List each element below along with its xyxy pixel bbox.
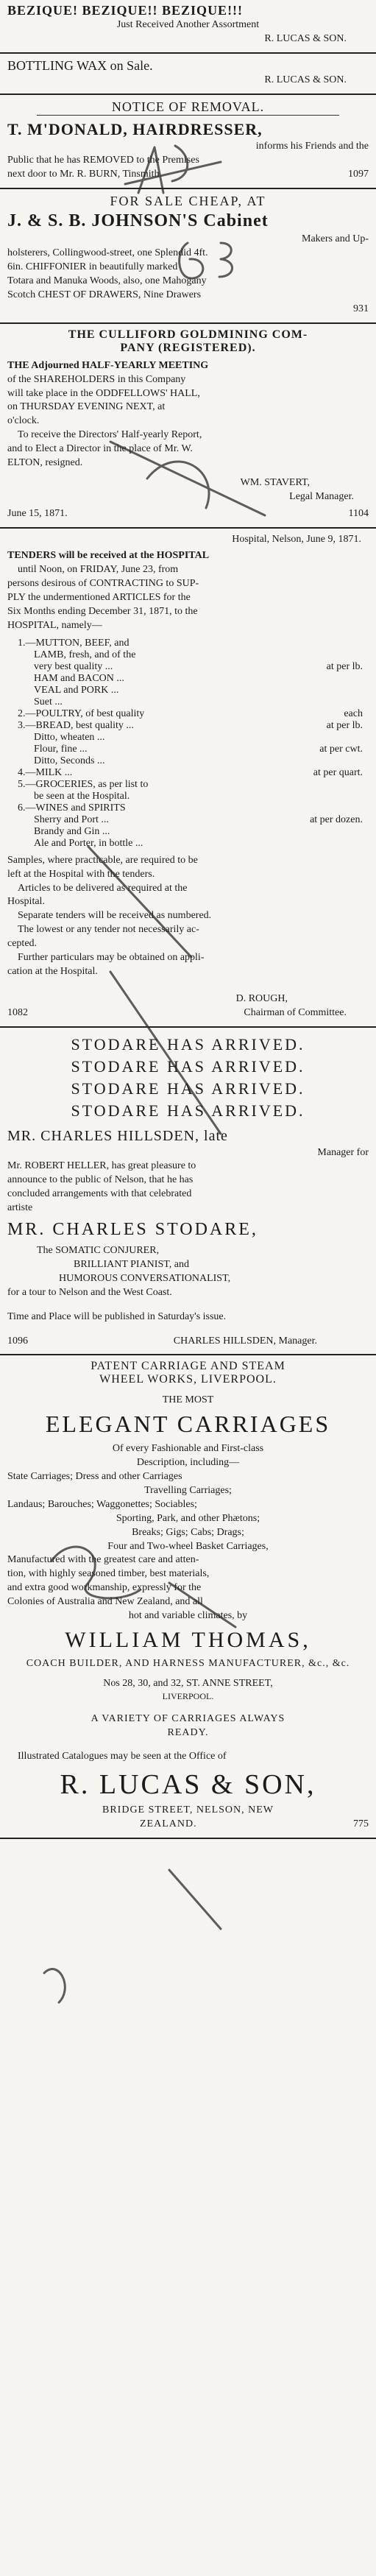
carriage-desc-line: Travelling Carriages;	[144, 1484, 232, 1496]
hospital-closing-line: Separate tenders will be received as numbered.	[18, 910, 212, 922]
stodare-desc-line: HUMOROUS CONVERSATIONALIST,	[59, 1272, 231, 1284]
item-label: 2.—POULTRY, of best quality	[18, 707, 145, 719]
stodare-intro-line: artiste	[7, 1202, 33, 1214]
hospital-closing-line: cepted.	[7, 938, 38, 950]
carriage-number: 775	[353, 1818, 369, 1830]
stodare-intro-line: MR. CHARLES HILLSDEN, late	[7, 1127, 228, 1144]
ad-bottling-wax	[0, 54, 376, 95]
culliford-line: ELTON, resigned.	[7, 457, 83, 468]
carriage-elegant: ELEGANT CARRIAGES	[45, 1411, 331, 1438]
culliford-line: and to Elect a Director in the place of Mr. W.	[7, 443, 193, 455]
carriage-agent-address: ZEALAND.	[140, 1818, 197, 1830]
stodare-headline: STODARE HAS ARRIVED.	[71, 1034, 305, 1054]
culliford-role: Legal Manager.	[289, 490, 354, 502]
ad-carriage	[0, 1355, 376, 1839]
hospital-closing-line: Articles to be delivered as required at the	[18, 882, 188, 894]
stodare-desc-line: The SOMATIC CONJURER,	[37, 1245, 160, 1257]
hospital-item	[18, 779, 363, 791]
item-label: Suet ...	[34, 696, 63, 707]
hospital-footer	[7, 1006, 369, 1020]
hospital-item	[18, 838, 363, 850]
hospital-item	[18, 720, 363, 732]
for-sale-line: J. & S. B. JOHNSON'S Cabinet	[7, 211, 269, 231]
hospital-item	[18, 755, 363, 767]
culliford-signature: WM. STAVERT,	[240, 476, 310, 488]
pencil-mark-conjurer	[44, 1870, 221, 2002]
culliford-body	[7, 359, 369, 521]
bezique-signature: R. LUCAS & SON.	[264, 32, 347, 44]
culliford-line: on THURSDAY EVENING NEXT, at	[7, 401, 166, 413]
hospital-item	[18, 661, 363, 673]
hospital-closing-line: Samples, where practicable, are required to be	[7, 854, 198, 866]
carriage-desc-line: Four and Two-wheel Basket Carriages,	[107, 1540, 269, 1552]
stodare-desc-line: for a tour to Nelson and the West Coast.	[7, 1286, 172, 1298]
item-label: very best quality ...	[34, 660, 113, 672]
removal-number: 1097	[348, 169, 369, 180]
stodare-desc-line: BRILLIANT PIANIST, and	[74, 1258, 189, 1270]
item-price: at per lb.	[326, 660, 363, 672]
carriage-agent-address: BRIDGE STREET, NELSON, NEW	[102, 1804, 274, 1816]
culliford-line: To receive the Directors' Half-yearly Report,	[18, 429, 202, 441]
carriage-the-most: THE MOST	[162, 1394, 214, 1406]
item-label: be seen at the Hospital.	[34, 790, 130, 802]
for-sale-line: holsterers, Collingwood-street, one Splendid 4ft.	[7, 247, 208, 259]
carriage-title: PATENT CARRIAGE AND STEAM	[91, 1360, 285, 1373]
hospital-intro-line: persons desirous of CONTRACTING to SUP-	[7, 578, 199, 590]
for-sale-line: Totara and Manuka Woods, also, one Mahogany	[7, 275, 207, 287]
stodare-time-place: Time and Place will be published in Saturday's issue.	[7, 1310, 227, 1322]
carriage-desc-line: hot and variable climates, by	[128, 1609, 248, 1621]
carriage-address: Nos 28, 30, and 32, ST. ANNE STREET,	[103, 1677, 273, 1689]
carriage-agent: R. LUCAS & SON,	[60, 1769, 316, 1801]
culliford-footer	[7, 507, 369, 521]
carriage-desc-line: Description, including—	[136, 1457, 240, 1469]
stodare-number: 1096	[7, 1335, 28, 1347]
hospital-signature: D. ROUGH,	[235, 992, 288, 1004]
carriage-variety: A VARIETY OF CARRIAGES ALWAYS	[91, 1712, 285, 1724]
hospital-item	[18, 767, 363, 779]
hospital-role: Chairman of Committee.	[244, 1006, 347, 1018]
item-label: LAMB, fresh, and of the	[34, 649, 136, 660]
item-label: Flour, fine ...	[34, 743, 88, 755]
carriage-desc	[7, 1442, 369, 1623]
stodare-headline: STODARE HAS ARRIVED.	[71, 1056, 305, 1076]
item-label: 1.—MUTTON, BEEF, and	[18, 637, 130, 649]
stodare-name: MR. CHARLES STODARE,	[7, 1220, 258, 1240]
hospital-item	[18, 673, 363, 685]
carriage-variety: READY.	[167, 1726, 209, 1738]
hospital-item	[18, 685, 363, 696]
hospital-intro	[7, 549, 369, 632]
for-sale-line: Scotch CHEST OF DRAWERS, Nine Drawers	[7, 289, 202, 300]
item-label: 5.—GROCERIES, as per list to	[18, 778, 149, 790]
hospital-item	[18, 732, 363, 744]
stodare-intro-line: Manager for	[317, 1146, 369, 1158]
item-price: at per cwt.	[319, 743, 363, 755]
item-price: at per quart.	[313, 766, 363, 778]
culliford-number: 1104	[348, 507, 369, 519]
carriage-trade: COACH BUILDER, AND HARNESS MANUFACTURER, &c., &c.	[26, 1657, 350, 1669]
removal-line: informs his Friends and the	[255, 141, 369, 152]
hospital-closing	[7, 854, 369, 1020]
culliford-date: June 15, 1871.	[7, 507, 68, 519]
carriage-catalogue: Illustrated Catalogues may be seen at the Office of	[18, 1751, 227, 1762]
hospital-intro-line: HOSPITAL, namely—	[7, 619, 102, 631]
culliford-line: will take place in the ODDFELLOWS' HALL,	[7, 387, 200, 399]
hospital-dateline: Hospital, Nelson, June 9, 1871.	[232, 533, 361, 545]
culliford-line: THE Adjourned HALF-YEARLY MEETING	[7, 359, 209, 371]
hospital-item	[18, 649, 363, 661]
carriage-desc-line: State Carriages; Dress and other Carriages	[7, 1471, 182, 1483]
ad-stodare	[0, 1028, 376, 1356]
item-price: each	[344, 707, 363, 719]
ad-removal	[0, 95, 376, 189]
bottling-wax-text: BOTTLING WAX on Sale.	[7, 57, 153, 73]
culliford-line: of the SHAREHOLDERS in this Company	[7, 373, 186, 385]
item-label: Ditto, wheaten ...	[34, 731, 105, 743]
culliford-line: o'clock.	[7, 415, 40, 427]
hospital-closing-line: left at the Hospital with the tenders.	[7, 868, 155, 880]
removal-last-row	[7, 168, 369, 182]
for-sale-line: Makers and Up-	[302, 233, 369, 245]
hospital-number: 1082	[7, 1006, 28, 1018]
stodare-headline: STODARE HAS ARRIVED.	[71, 1079, 305, 1098]
item-price: at per lb.	[326, 719, 363, 731]
ad-hospital	[0, 529, 376, 1028]
hospital-closing-line: The lowest or any tender not necessarily ac-	[18, 924, 199, 936]
hospital-intro-line: until Noon, on FRIDAY, June 23, from	[18, 564, 179, 576]
removal-body	[7, 119, 369, 182]
bottling-wax-signature: R. LUCAS & SON.	[264, 74, 347, 85]
bezique-line: Just Received Another Assortment	[116, 19, 260, 30]
carriage-desc-line: and extra good workmanship, expressly for the	[7, 1582, 202, 1594]
stodare-intro-line: concluded arrangements with that celebrated	[7, 1188, 192, 1200]
stodare-desc	[7, 1244, 369, 1300]
carriage-title: WHEEL WORKS, LIVERPOOL.	[99, 1373, 277, 1386]
item-label: 3.—BREAD, best quality ...	[18, 719, 134, 731]
stodare-footer	[7, 1335, 369, 1349]
stodare-intro-line: Mr. ROBERT HELLER, has great pleasure to	[7, 1160, 196, 1172]
carriage-address: LIVERPOOL.	[162, 1690, 214, 1701]
hospital-item	[18, 638, 363, 649]
stodare-signature: CHARLES HILLSDEN, Manager.	[173, 1335, 317, 1347]
carriage-desc-line: Sporting, Park, and other Phætons;	[116, 1512, 260, 1524]
hospital-intro-line: TENDERS will be received at the HOSPITAL	[7, 550, 210, 562]
for-sale-number: 931	[353, 303, 369, 314]
for-sale-title: FOR SALE CHEAP, AT	[110, 194, 266, 209]
item-label: VEAL and PORK ...	[34, 684, 119, 696]
stodare-headline: STODARE HAS ARRIVED.	[71, 1101, 305, 1120]
carriage-desc-line: tion, with highly seasoned timber, best materials,	[7, 1568, 210, 1580]
item-label: 6.—WINES and SPIRITS	[18, 802, 126, 814]
stodare-intro-line: announce to the public of Nelson, that he has	[7, 1174, 194, 1186]
carriage-desc-line: Landaus; Barouches; Waggonettes; Sociables;	[7, 1498, 197, 1510]
carriage-desc-line: Manufactured with the greatest care and atten-	[7, 1554, 199, 1566]
hospital-intro-line: Six Months ending December 31, 1871, to the	[7, 606, 198, 618]
for-sale-line: 6in. CHIFFONIER in beautifully marked	[7, 261, 178, 273]
culliford-title: PANY (REGISTERED).	[120, 341, 256, 354]
item-label: Sherry and Port ...	[34, 814, 109, 825]
removal-line: T. M'DONALD, HAIRDRESSER,	[7, 119, 263, 138]
item-label: Ale and Porter, in bottle ...	[34, 837, 143, 849]
hospital-closing-line: cation at the Hospital.	[7, 965, 98, 977]
hospital-item	[18, 802, 363, 814]
item-label: Ditto, Seconds ...	[34, 755, 105, 766]
carriage-desc-line: Of every Fashionable and First-class	[112, 1443, 264, 1455]
hospital-items	[18, 638, 369, 850]
removal-line: Public that he has REMOVED to the Premises	[7, 155, 199, 166]
hospital-item	[18, 708, 363, 720]
for-sale-body	[7, 209, 369, 317]
hospital-item	[18, 696, 363, 708]
item-price: at per dozen.	[310, 814, 363, 825]
stodare-intro	[7, 1126, 369, 1215]
carriage-footer	[7, 1818, 369, 1832]
ad-for-sale	[0, 189, 376, 324]
item-label: HAM and BACON ...	[34, 672, 124, 684]
hospital-item	[18, 744, 363, 755]
item-label: 4.—MILK ...	[18, 766, 73, 778]
hospital-intro-line: PLY the undermentioned ARTICLES for the	[7, 592, 191, 604]
hospital-item	[18, 814, 363, 826]
hospital-item	[18, 791, 363, 802]
culliford-title: THE CULLIFORD GOLDMINING COM-	[68, 328, 308, 341]
item-label: Brandy and Gin ...	[34, 825, 110, 837]
carriage-maker: WILLIAM THOMAS,	[65, 1627, 311, 1652]
hospital-item	[18, 826, 363, 838]
hospital-closing-line: Further particulars may be obtained on appli-	[18, 952, 205, 964]
removal-line: next door to Mr. R. BURN, Tinsmith.	[7, 169, 163, 180]
hospital-closing-line: Hospital.	[7, 896, 45, 908]
carriage-desc-line: Colonies of Australia and New Zealand, and all	[7, 1596, 203, 1608]
removal-title: NOTICE OF REMOVAL.	[37, 99, 339, 116]
ad-culliford	[0, 324, 376, 529]
ad-bezique	[0, 0, 376, 54]
bezique-headline: BEZIQUE! BEZIQUE!! BEZIQUE!!!	[7, 3, 244, 18]
carriage-desc-line: Breaks; Gigs; Cabs; Drags;	[132, 1526, 244, 1538]
